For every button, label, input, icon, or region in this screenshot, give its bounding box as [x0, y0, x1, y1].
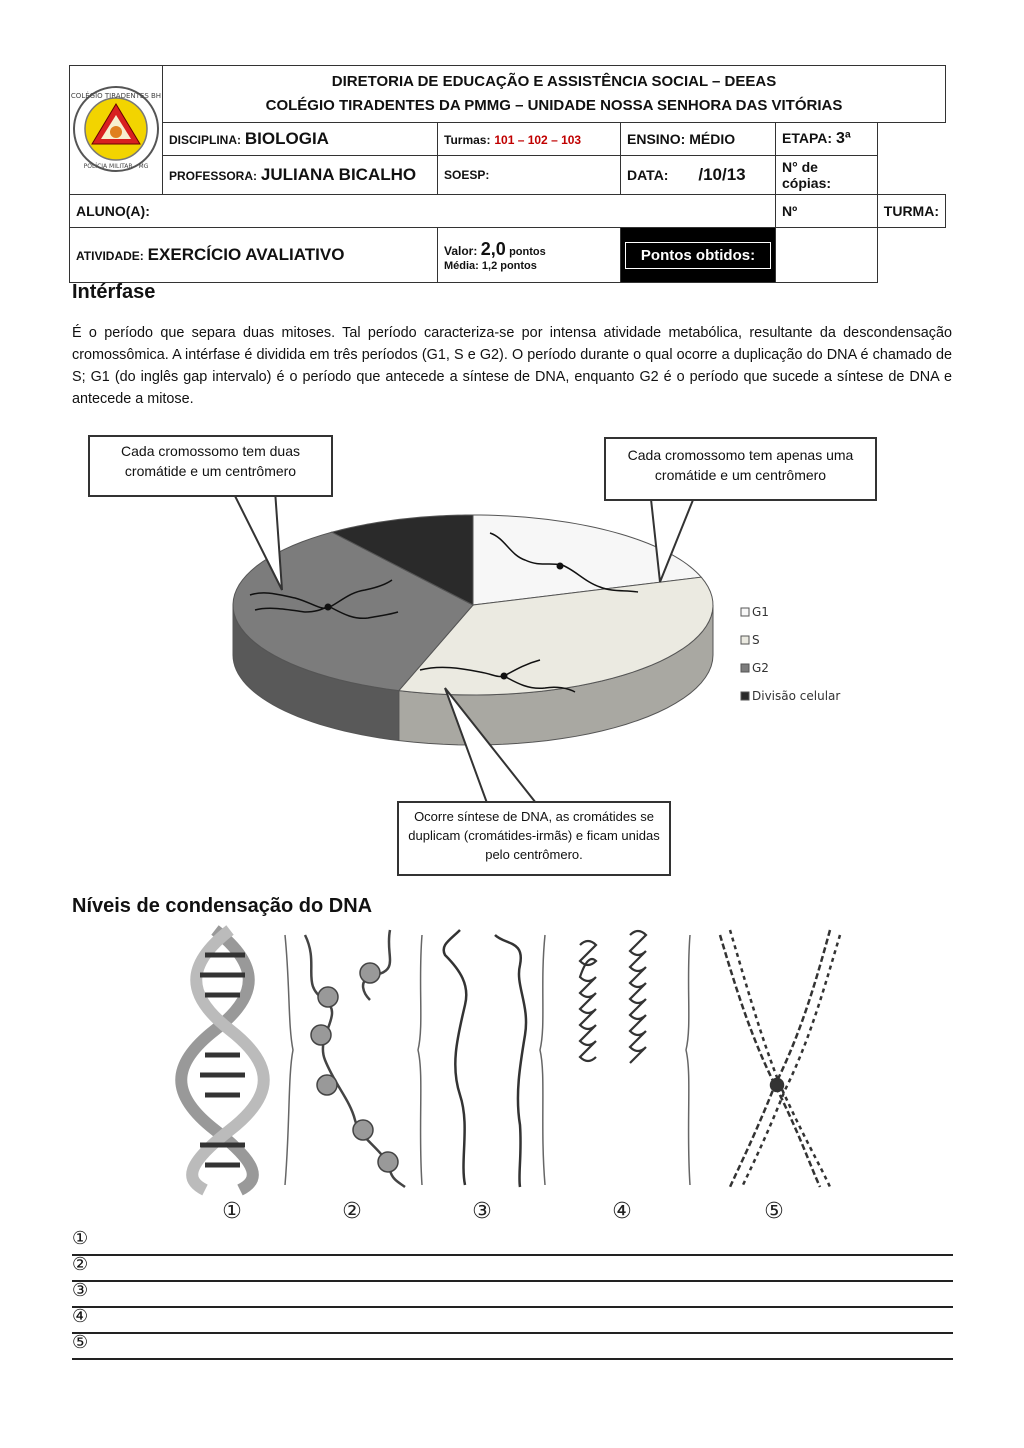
answer-line-2[interactable] [72, 1254, 953, 1282]
answer-line-4[interactable] [72, 1306, 953, 1334]
valor-unit: pontos [509, 245, 546, 258]
disciplina-label: DISCIPLINA: [169, 133, 241, 147]
figure-label-1: ① [222, 1199, 242, 1224]
professora-label: PROFESSORA: [169, 169, 258, 183]
ensino-cell [621, 123, 776, 156]
callout-s: Ocorre síntese de DNA, as cromátides se duplicam (cromátides-irmãs) e ficam unidas pelo centrômero. [397, 801, 671, 876]
professora-value: JULIANA BICALHO [260, 165, 417, 184]
centromere-s [501, 673, 508, 680]
disciplina-cell [163, 123, 438, 156]
media-text: Média: 1,2 pontos [444, 259, 537, 272]
brace-1 [285, 935, 293, 1185]
turma-text: TURMA: [883, 203, 939, 219]
school-logo-icon [70, 84, 162, 174]
centromere-g1 [557, 563, 564, 570]
soesp-cell [438, 156, 621, 195]
atividade-value: EXERCÍCIO AVALIATIVO [147, 245, 345, 264]
data-cell [621, 156, 776, 195]
legend-swatch-3 [741, 692, 749, 700]
turmas-cell [438, 123, 621, 156]
chromosome-x-icon [720, 930, 840, 1187]
callout-g2: Cada cromossomo tem duas cromátide e um centrômero [88, 435, 333, 497]
header-line1: DIRETORIA DE EDUCAÇÃO E ASSISTÊNCIA SOCIAL – DEEAS [331, 73, 777, 90]
pie-group [233, 515, 713, 745]
numero-cell[interactable] [776, 195, 878, 228]
data-label: DATA: [627, 167, 669, 183]
answer-marker-3: ③ [72, 1280, 89, 1300]
legend-swatch-1 [741, 636, 749, 644]
figure-label-5: ⑤ [764, 1199, 784, 1224]
legend-label-1: S [752, 633, 760, 647]
dna-helix-icon [181, 930, 264, 1190]
logo-text-top: COLÉGIO TIRADENTES BH [70, 91, 162, 100]
legend-label-2: G2 [752, 661, 769, 675]
valor-cell [438, 228, 621, 283]
dna-condensation-figure [160, 925, 860, 1225]
brace-2 [418, 935, 422, 1185]
copias-text: N° de cópias: [782, 159, 832, 191]
fiber-icon-b [495, 935, 526, 1187]
copias-cell [776, 156, 878, 195]
answer-marker-5: ⑤ [72, 1332, 89, 1352]
fiber-icon [444, 930, 467, 1185]
answer-line-3[interactable] [72, 1280, 953, 1308]
etapa-value: 3ª [835, 130, 851, 147]
legend-label-3: Divisão celular [752, 689, 841, 703]
pontos-obtidos: Pontos obtidos: [625, 242, 771, 269]
soesp-text: SOESP: [444, 168, 490, 182]
professora-cell [163, 156, 438, 195]
turmas-value: 101 – 102 – 103 [494, 133, 582, 147]
legend-label-0: G1 [752, 605, 769, 619]
chart-legend [741, 605, 840, 703]
pontos-value-cell[interactable] [776, 228, 878, 283]
header-title [163, 66, 946, 123]
turmas-label: Turmas: [444, 133, 491, 147]
answer-line-5[interactable] [72, 1332, 953, 1360]
figure-label-3: ③ [472, 1199, 492, 1224]
section-title-interfase: Intérfase [72, 281, 156, 303]
callout-g1: Cada cromossomo tem apenas uma cromátide e um centrômero [604, 437, 877, 501]
brace-4 [686, 935, 690, 1185]
numero-text: Nº [782, 203, 798, 219]
brace-3 [540, 935, 545, 1185]
answer-marker-2: ② [72, 1254, 89, 1274]
atividade-cell [70, 228, 438, 283]
pontos-cell [621, 228, 776, 283]
valor-value: 2,0 [480, 238, 506, 259]
interfase-paragraph: É o período que separa duas mitoses. Tal período caracteriza-se por intensa atividade metabólica, resultante da descondensação cromossômica. A intérfase é dividida em três períodos (G1, S e G2). O período durante o qual ocorre a duplicação do DNA é chamado de S; G1 (do inglês gap intervalo) é o período que antecede a síntese de DNA, enquanto G2 é o período que sucede a síntese de DNA e antecede a mitose. [72, 325, 952, 407]
centromere-g2 [325, 604, 332, 611]
ensino-text: ENSINO: MÉDIO [627, 131, 736, 147]
etapa-label: ETAPA: [782, 130, 833, 146]
answer-line-1[interactable] [72, 1228, 953, 1256]
logo-cell [70, 66, 163, 195]
disciplina-value: BIOLOGIA [244, 129, 329, 148]
answer-marker-4: ④ [72, 1306, 89, 1326]
legend-swatch-2 [741, 664, 749, 672]
loops-icon-b [630, 931, 646, 1063]
header-table [69, 65, 946, 283]
etapa-cell [776, 123, 878, 156]
figure-label-4: ④ [612, 1199, 632, 1224]
turma-cell[interactable] [877, 195, 945, 228]
figure-label-2: ② [342, 1199, 362, 1224]
valor-label: Valor: [444, 243, 478, 258]
loops-icon [580, 941, 596, 1061]
nucleosome-icon [305, 930, 405, 1187]
logo-text-bottom: POLÍCIA MILITAR - MG [83, 162, 149, 170]
answer-marker-1: ① [72, 1228, 89, 1248]
atividade-label: ATIVIDADE: [76, 249, 144, 263]
legend-swatch-0 [741, 608, 749, 616]
aluno-text: ALUNO(A): [76, 203, 150, 219]
data-value: /10/13 [698, 165, 746, 184]
section-title-niveis: Níveis de condensação do DNA [72, 895, 373, 917]
aluno-cell[interactable] [70, 195, 776, 228]
header-line2: COLÉGIO TIRADENTES DA PMMG – UNIDADE NOSSA SENHORA DAS VITÓRIAS [265, 97, 843, 114]
